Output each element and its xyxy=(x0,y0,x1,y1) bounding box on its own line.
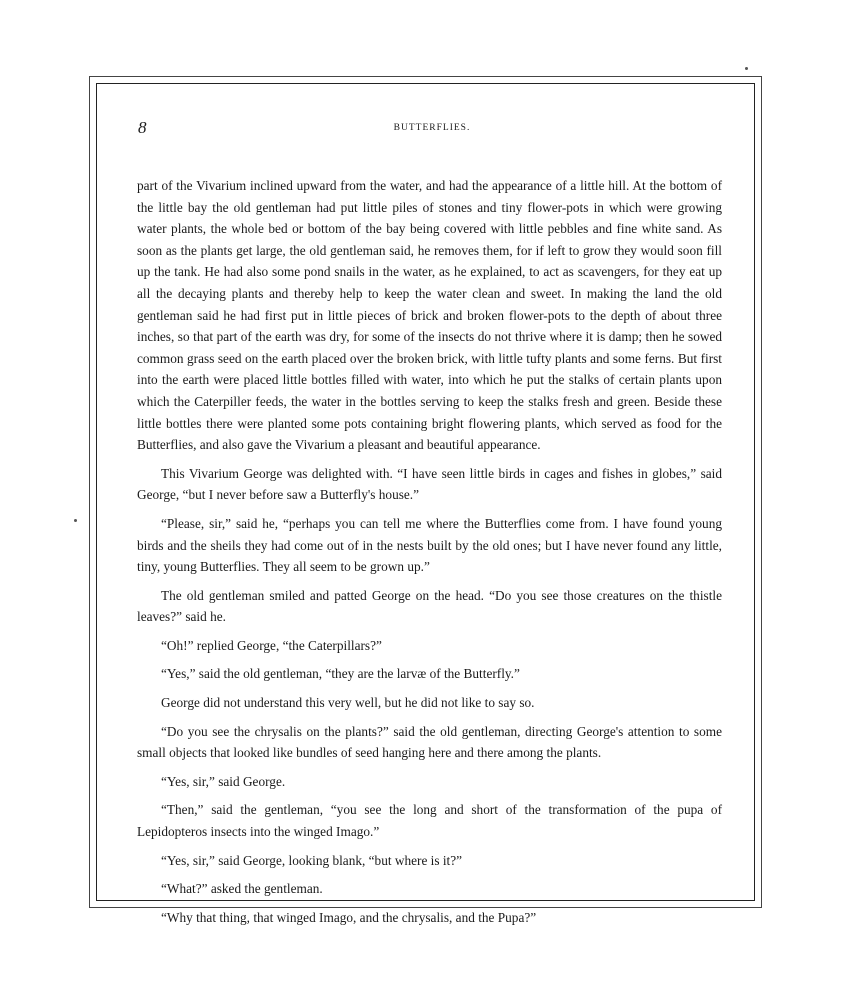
paragraph: George did not understand this very well, but he did not like to say so. xyxy=(161,695,535,711)
paragraph: “Oh!” replied George, “the Caterpillars?” xyxy=(161,637,382,653)
paragraph: “Then,” said the gentleman, “you see the long and short of the transformation of the pupa of Lepidopteros insects into the winged Imago.” xyxy=(137,802,722,840)
print-speck xyxy=(745,67,748,70)
paragraph: part of the Vivarium inclined upward from the water, and had the appearance of a little hill. At the bottom of the little bay the old gentleman had put little piles of stones and tiny flower-pots in which were growing water plants, the whole bed or bottom of the bay being covered with little pebbles and fine white sand. As soon as the plants get large, the old gentleman said, he removes them, for if left to grow they would soon fill up the tank. He had also some pond snails in the water, as he explained, to act as scavengers, for they eat up all the decaying plants and thereby help to keep the water clean and sweet. In making the land the old gentleman said he had first put in little pieces of brick and broken flower-pots to the depth of about three inches, so that part of the earth was dry, for some of the insects do not thrive where it is damp; then he sowed common grass seed on the earth placed over the broken brick, with little tufty plants and some ferns. But first into the earth were placed little bottles filled with water, into which he put the stalks of certain plants upon which the Caterpiller feeds, the water in the bottles serving to keep the stalks fresh and green. Beside these little bottles there were planted some pots containing bright flowering plants, which served as food for the Butterflies, and also gave the Vivarium a pleasant and beautiful appearance. xyxy=(137,178,722,453)
paragraph: “Yes, sir,” said George. xyxy=(161,773,286,789)
running-title: BUTTERFLIES. xyxy=(393,123,471,133)
paragraph: “What?” asked the gentleman. xyxy=(161,881,323,897)
paragraph: This Vivarium George was delighted with. “I have seen little birds in cages and fishes in globes,” said George, “but I never before saw a Butterfly's house.” xyxy=(137,465,722,503)
page-header xyxy=(138,118,726,138)
paragraph: “Yes,” said the old gentleman, “they are the larvæ of the Butterfly.” xyxy=(161,666,520,682)
paragraph: “Why that thing, that winged Imago, and the chrysalis, and the Pupa?” xyxy=(161,909,537,925)
paragraph: The old gentleman smiled and patted George on the head. “Do you see those creatures on the thistle leaves?” said he. xyxy=(137,587,722,625)
body-text xyxy=(137,175,722,935)
page-number: 8 xyxy=(138,118,147,137)
paragraph: “Please, sir,” said he, “perhaps you can tell me where the Butterflies come from. I have found young birds and the sheils they had come out of in the nests built by the old ones; but I have never found any little, tiny, young Butterflies. They all seem to be grown up.” xyxy=(137,515,722,575)
paragraph: “Do you see the chrysalis on the plants?” said the old gentleman, directing George's attention to some small objects that looked like bundles of seed hanging here and there among the plants. xyxy=(137,723,722,761)
print-speck xyxy=(74,519,77,522)
paragraph: “Yes, sir,” said George, looking blank, “but where is it?” xyxy=(161,852,463,868)
